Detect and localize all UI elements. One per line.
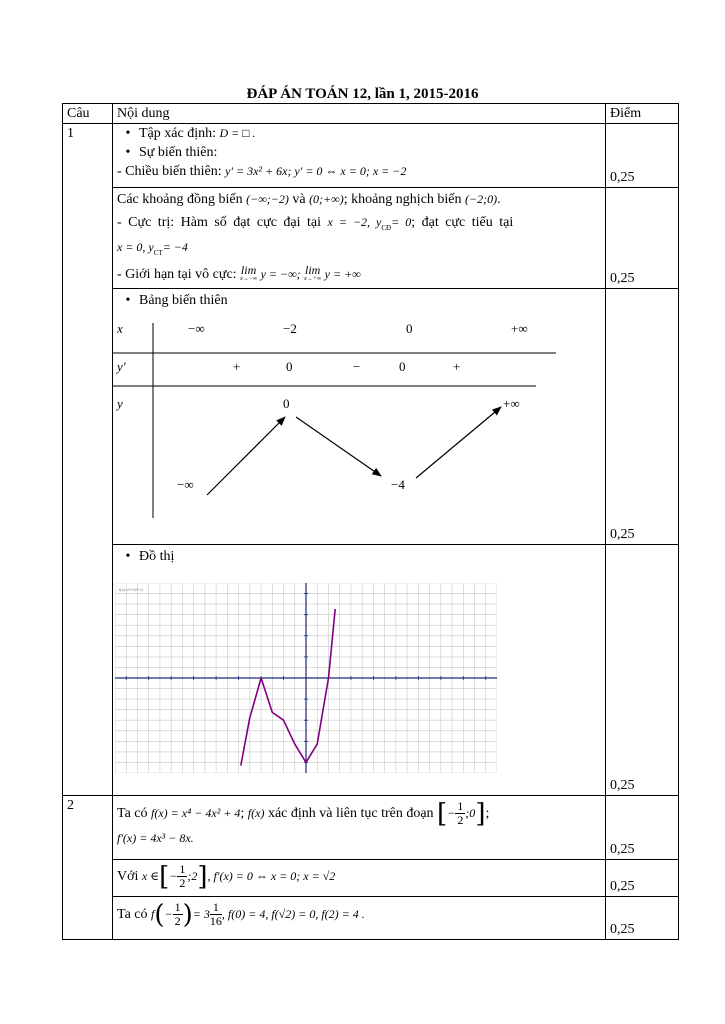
header-diem: Điểm (606, 104, 679, 124)
graph-caption: f(x)=x³+3x²−4 (119, 587, 143, 592)
vt-y-minusinf: −∞ (177, 477, 194, 492)
q2-score-1: 0,25 (606, 796, 679, 860)
bullet-icon: • (125, 293, 131, 308)
graph-axes (115, 583, 497, 773)
q2-content-3: Ta có f(− $\frac{1}{2}$ )= 3 $\frac{1}{16}$ , f(0) = 4, f(√2) = 0, f(2) = 4 . (113, 897, 606, 940)
q1-score-3: 0,25 (606, 289, 679, 545)
question-number-1: 1 (63, 124, 113, 796)
q1-content-3: • Bảng biến thiên x −∞ −2 0 +∞ y' + 0 − 0 + y 0 +∞ −∞ −4 (113, 289, 606, 545)
variation-table (113, 311, 593, 541)
vt-x-val: 0 (406, 321, 413, 336)
limit-minus: lim x→−∞ (240, 262, 258, 282)
arrow-up-2 (416, 407, 501, 478)
q2-score-3: 0,25 (606, 897, 679, 940)
vt-yp-sign: − (353, 359, 361, 374)
fraction: $\frac{1}{2}$ (457, 799, 464, 828)
bullet-icon: • (125, 145, 131, 160)
vt-x-val: −∞ (188, 321, 205, 336)
q2-row-1 (63, 796, 679, 860)
q1-row-3 (63, 289, 679, 545)
header-noidung: Nội dung (113, 104, 606, 124)
vt-yp-label: y' (117, 359, 126, 374)
q1-content-2: Các khoảng đồng biến (−∞;−2) và (0;+∞); khoảng nghịch biến (−2;0). - Cực trị: Hàm số đạt cực đại tại x = −2, $y_{CĐ}= 0$; đạt cực tiểu tại x = 0, $y_{CT}= -4$ - Giới hạn tại vô cực: lim x→−∞ y = −∞; lim x→+∞ y = +∞ (113, 188, 606, 289)
bullet-icon: • (125, 549, 131, 564)
q1-row-1 (63, 124, 679, 188)
q2-content-2: Với x ∈[− $\frac{1}{2}$ ;2], f'(x) = 0 ⇔ x = 0; x = √2 (113, 860, 606, 897)
q1-score-1: 0,25 (606, 124, 679, 188)
vt-x-label: x (117, 321, 123, 336)
vt-y-label: y (117, 396, 123, 411)
question-number-2: 2 (63, 796, 113, 940)
q1-row-4 (63, 545, 679, 796)
bullet-icon: • (125, 126, 131, 141)
fraction: $\frac{1}{16}$ (209, 900, 222, 929)
document-title: ĐÁP ÁN TOÁN 12, lần 1, 2015-2016 (246, 86, 479, 102)
arrow-down (296, 417, 381, 476)
q2-content-1: Ta có f(x) = x⁴ − 4x² + 4; f(x) xác định và liên tục trên đoạn [− $\frac{1}{2}$ ;0]; f'(x) = 4x³ − 8x. (113, 796, 606, 860)
q1-score-2: 0,25 (606, 188, 679, 289)
header-row (63, 104, 679, 124)
function-graph (115, 583, 497, 773)
q1-row-2 (63, 188, 679, 289)
answer-table (62, 103, 679, 940)
vt-y-plusinf: +∞ (503, 396, 520, 411)
fraction: $\frac{1}{2}$ (174, 900, 181, 929)
arrow-up-1 (207, 417, 285, 495)
q2-row-2 (63, 860, 679, 897)
vt-y-max: 0 (283, 396, 290, 411)
q1-content-4: • Đồ thị f(x)=x³+3x²−4 (113, 545, 606, 796)
vt-yp-zero: 0 (399, 359, 406, 374)
q2-score-2: 0,25 (606, 860, 679, 897)
vt-x-val: −2 (283, 321, 297, 336)
q2-row-3 (63, 897, 679, 940)
vt-yp-sign: + (233, 359, 241, 374)
graph-curve (241, 609, 335, 766)
q1-score-4: 0,25 (606, 545, 679, 796)
limit-plus: lim x→+∞ (304, 262, 322, 282)
vt-yp-zero: 0 (286, 359, 293, 374)
q1-content-1: • Tập xác định: D = □ . • Sự biến thiên: - Chiều biến thiên: y' = 3x² + 6x; y' = 0 ⇔ x = 0; x = −2 (113, 124, 606, 188)
vt-yp-sign: + (453, 359, 461, 374)
header-cau: Câu (63, 104, 113, 124)
vt-x-val: +∞ (511, 321, 528, 336)
vt-y-min: −4 (391, 477, 405, 492)
fraction: $\frac{1}{2}$ (179, 862, 186, 891)
